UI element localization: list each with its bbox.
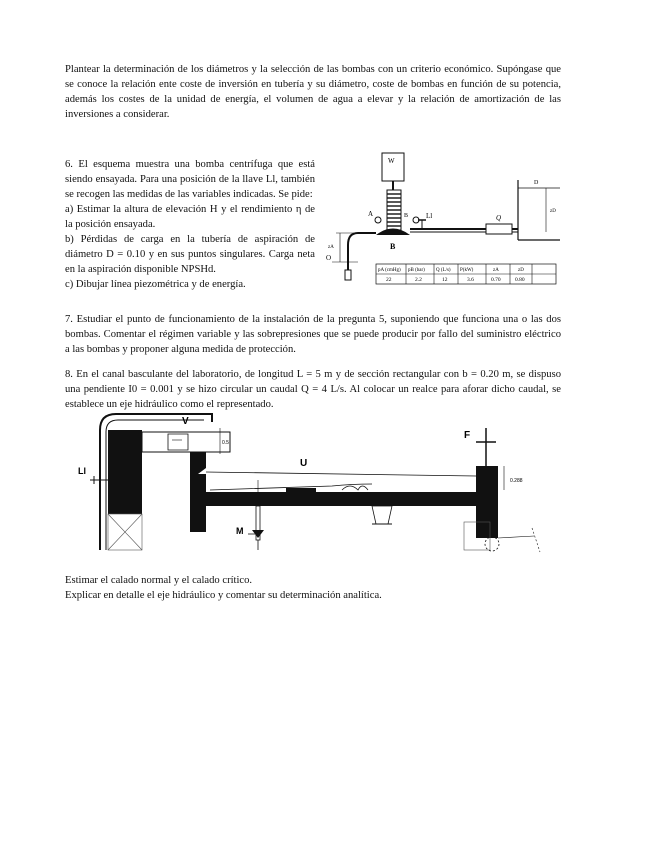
pivot-support bbox=[372, 506, 392, 524]
gauge-a bbox=[375, 217, 381, 223]
label-zd: zD bbox=[550, 209, 556, 214]
label-za: zA bbox=[328, 245, 334, 250]
label-ll: Ll bbox=[426, 212, 433, 220]
flowmeter bbox=[486, 224, 512, 234]
flume-top bbox=[206, 472, 476, 476]
hydraulic-jump bbox=[342, 486, 368, 490]
inlet-wall bbox=[190, 474, 206, 532]
tilting-flume-figure bbox=[72, 410, 562, 570]
label-o: O bbox=[326, 254, 332, 262]
problem-8-questions bbox=[65, 573, 561, 603]
foot-valve bbox=[345, 270, 351, 280]
table-cell: 22 bbox=[386, 277, 392, 283]
label-ll: Ll bbox=[78, 466, 86, 476]
problem-6-statement: 6. El esquema muestra una bomba centrífuga que está siendo ensayada. Para una posición de la llave Ll, también se recogen las medidas de las variables indicadas. Se pide: bbox=[65, 159, 315, 200]
label-m: M bbox=[236, 526, 244, 536]
suction-pipe bbox=[348, 233, 358, 270]
problem-6-item-c: c) Dibujar línea piezométrica y de energía. bbox=[65, 279, 246, 290]
problem-6-text bbox=[65, 157, 315, 292]
table-cell: 12 bbox=[442, 277, 448, 283]
label-a: A bbox=[368, 210, 374, 218]
problem-7-text: 7. Estudiar el punto de funcionamiento de la instalación de la pregunta 5, suponiendo que funciona una o las dos bombas. Comentar el régimen variable y las sobrepresiones que se puede producir por fallo del suministro eléctrico a las bombas y proponer alguna medida de protección. bbox=[65, 314, 561, 355]
intro-paragraph: Plantear la determinación de los diámetros y la selección de las bombas con un criterio económico. Supóngase que se conoce la relación ente coste de inversión en tubería y su diámetro, coste de bombas en función de su potencia, además los costes de la unidad de energía, el volumen de agua a elevar y la relación de amortización de las inversiones a considerar. bbox=[65, 64, 561, 120]
problem-8-text: 8. En el canal basculante del laboratorio, de longitud L = 5 m y de sección rectangular con b = 0.20 m, se dispuso una pendiente I0 = 0.001 y se hizo circular un caudal Q = 4 L/s. Al colocar un realce para aforar dicho caudal, se establece un eje hidráulico como el representado. bbox=[65, 369, 561, 410]
measurement-table bbox=[376, 264, 556, 284]
table-cell: 3.6 bbox=[467, 277, 474, 283]
label-d: D bbox=[534, 180, 539, 186]
tail-gate bbox=[476, 466, 498, 538]
label-b-small: B bbox=[404, 213, 409, 219]
pump-test-figure bbox=[318, 150, 563, 295]
tilting-flume-diagram bbox=[72, 410, 562, 565]
problem-6-item-a: a) Estimar la altura de elevación H y el rendimiento η de la posición ensayada. bbox=[65, 204, 315, 230]
head-tank bbox=[108, 430, 142, 514]
table-cell: 2.2 bbox=[415, 277, 422, 283]
question-normal-critical-depth: Estimar el calado normal y el calado crítico. bbox=[65, 575, 253, 586]
dim-v: 0.5 bbox=[222, 440, 229, 446]
table-header: zA bbox=[493, 268, 499, 273]
table-header: zD bbox=[518, 268, 524, 273]
table-cell: 0.70 bbox=[491, 277, 501, 283]
pump-test-diagram bbox=[318, 150, 563, 290]
outlet-drain bbox=[485, 537, 499, 551]
problem-6-item-b: b) Pérdidas de carga en la tubería de aspiración de diámetro D = 0.10 y en sus puntos singulares. Carga neta en la aspiración disponible NPSHd. bbox=[65, 234, 315, 275]
table-header: pB (bar) bbox=[408, 268, 425, 273]
flume-bed bbox=[206, 492, 496, 506]
label-f: F bbox=[464, 430, 471, 441]
table-header: P(kW) bbox=[460, 268, 474, 273]
label-u: U bbox=[300, 458, 308, 469]
table-cell: 0.80 bbox=[515, 277, 525, 283]
question-hydraulic-profile: Explicar en detalle el eje hidráulico y comentar su determinación analítica. bbox=[65, 590, 382, 601]
inlet-block bbox=[190, 452, 206, 474]
label-v: V bbox=[182, 416, 189, 427]
table-header: Q (L/s) bbox=[436, 268, 451, 273]
label-q: Q bbox=[496, 214, 502, 222]
raised-weir bbox=[286, 488, 316, 492]
table-header: pA (cmHg) bbox=[378, 268, 401, 273]
pump-volute bbox=[376, 229, 410, 236]
dim-f: 0.288 bbox=[510, 478, 523, 484]
label-w: W bbox=[388, 157, 395, 165]
label-b: B bbox=[390, 242, 396, 251]
